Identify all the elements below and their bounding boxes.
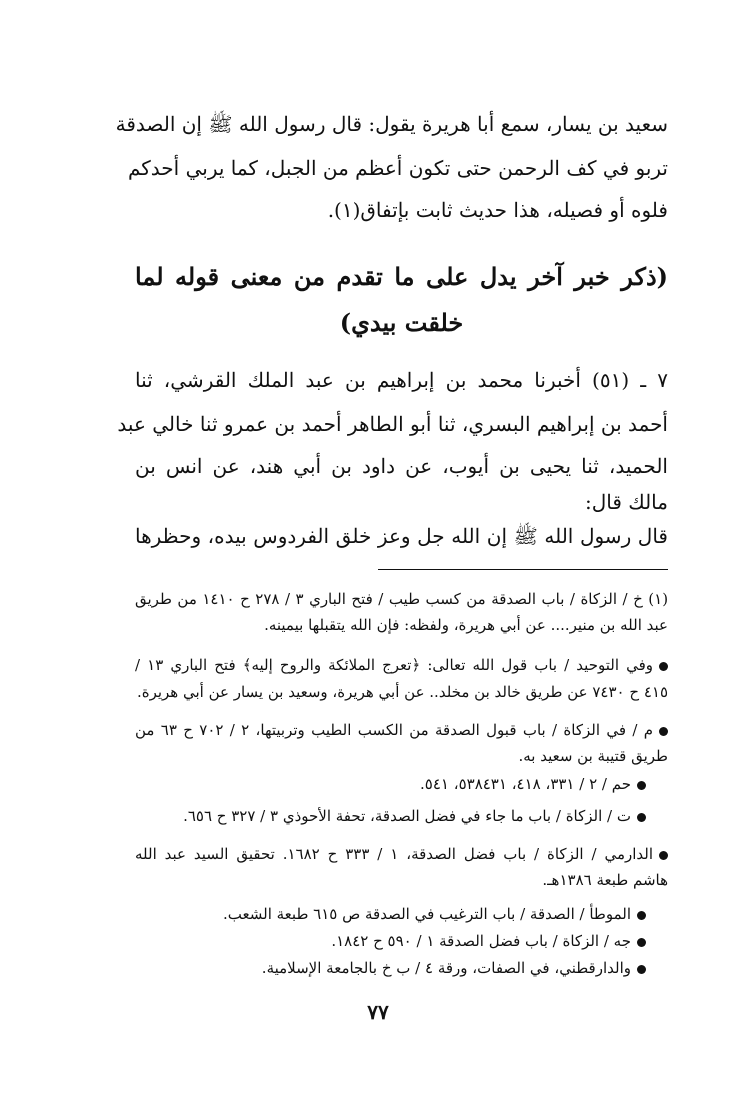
bullet-icon xyxy=(659,851,668,860)
bullet-icon xyxy=(659,727,668,736)
footnote-darimi-line-1 xyxy=(135,843,668,865)
footnote-daraqutni xyxy=(135,957,646,979)
footnote-ibn-majah xyxy=(135,930,646,952)
footnote-hm-text: حم / ٢ / ٣٣١، ٤١٨، ٥٣٨٤٣١، ٥٤١. xyxy=(420,775,631,793)
section-heading-line-2: خلقت بيدي) xyxy=(339,308,464,337)
paragraph-2-line-5: قال رسول الله ﷺ إن الله جل وعز خلق الفردوس بيده، وحظرها xyxy=(135,524,668,548)
page-number: ٧٧ xyxy=(367,1000,389,1024)
bullet-icon xyxy=(637,813,646,822)
footnote-tawhid-text-1: وفي التوحيد / باب قول الله تعالى: ﴿تعرج الملائكة والروح إليه﴾ فتح الباري ١٣ / xyxy=(135,656,653,674)
paragraph-2-line-2: أحمد بن إبراهيم البسري، ثنا أبو الطاهر أحمد بن عمرو ثنا خالي عبد xyxy=(117,412,668,436)
footnote-muwatta-text: الموطأ / الصدقة / باب الترغيب في الصدقة ص ٦١٥ طبعة الشعب. xyxy=(223,905,631,923)
footnote-1-line-2: عبد الله بن منير.... عن أبي هريرة، ولفظه: فإن الله يتقبلها بيمينه. xyxy=(264,616,668,634)
footnote-tawhid-line-1 xyxy=(135,654,668,676)
section-heading-line-1: (ذكر خبر آخر يدل على ما تقدم من معنى قوله لما xyxy=(135,262,668,291)
footnote-muslim-text-1: م / في الزكاة / باب قبول الصدقة من الكسب الطيب وتربيتها، ٢ / ٧٠٢ ح ٦٣ من xyxy=(135,721,653,739)
footnote-darimi-text-1: الدارمي / الزكاة / باب فضل الصدقة، ١ / ٣٣٣ ح ١٦٨٢. تحقيق السيد عبد الله xyxy=(135,845,654,863)
footnote-tawhid-line-2: ٤١٥ ح ٧٤٣٠ عن طريق خالد بن مخلد.. عن أبي هريرة، وسعيد بن يسار عن أبي هريرة. xyxy=(136,683,668,701)
footnote-muslim-line-1 xyxy=(135,719,668,741)
footnote-1-line-1: (١) خ / الزكاة / باب الصدقة من كسب طيب / فتح الباري ٣ / ٢٧٨ ح ١٤١٠ من طريق xyxy=(135,590,669,608)
bullet-icon xyxy=(637,781,646,790)
footnote-tirmidhi-text: ت / الزكاة / باب ما جاء في فضل الصدقة، تحفة الأحوذي ٣ / ٣٢٧ ح ٦٥٦. xyxy=(183,807,631,825)
paragraph-2-line-4: مالك قال: xyxy=(584,490,668,514)
paragraph-1-line-2: تربو في كف الرحمن حتى تكون أعظم من الجبل، كما يربي أحدكم xyxy=(127,156,668,180)
bullet-icon xyxy=(637,938,646,947)
bullet-icon xyxy=(637,965,646,974)
footnote-daraqutni-text: والدارقطني، في الصفات، ورقة ٤ / ب خ بالجامعة الإسلامية. xyxy=(261,959,631,977)
bullet-icon xyxy=(637,911,646,920)
footnote-darimi-line-2: هاشم طبعة ١٣٨٦هـ. xyxy=(542,871,668,889)
footnote-tirmidhi xyxy=(135,805,646,827)
paragraph-1-line-3: فلوه أو فصيله، هذا حديث ثابت بإتفاق(١). xyxy=(327,198,668,222)
footnote-ibn-majah-text: جه / الزكاة / باب فضل الصدقة ١ / ٥٩٠ ح ١٨٤٢. xyxy=(331,932,631,950)
footnote-muwatta xyxy=(135,903,646,925)
footnote-separator xyxy=(378,569,668,570)
bullet-icon xyxy=(659,662,668,671)
footnote-hm xyxy=(135,773,646,795)
paragraph-1-line-1: سعيد بن يسار، سمع أبا هريرة يقول: قال رسول الله ﷺ إن الصدقة xyxy=(115,112,668,136)
footnote-muslim-line-2: طريق قتيبة بن سعيد به. xyxy=(518,747,668,765)
paragraph-2-line-3: الحميد، ثنا يحيى بن أيوب، عن داود بن أبي هند، عن انس بن xyxy=(135,454,668,478)
paragraph-2-line-1: ٧ ـ (٥١) أخبرنا محمد بن إبراهيم بن عبد الملك القرشي، ثنا xyxy=(135,368,668,392)
